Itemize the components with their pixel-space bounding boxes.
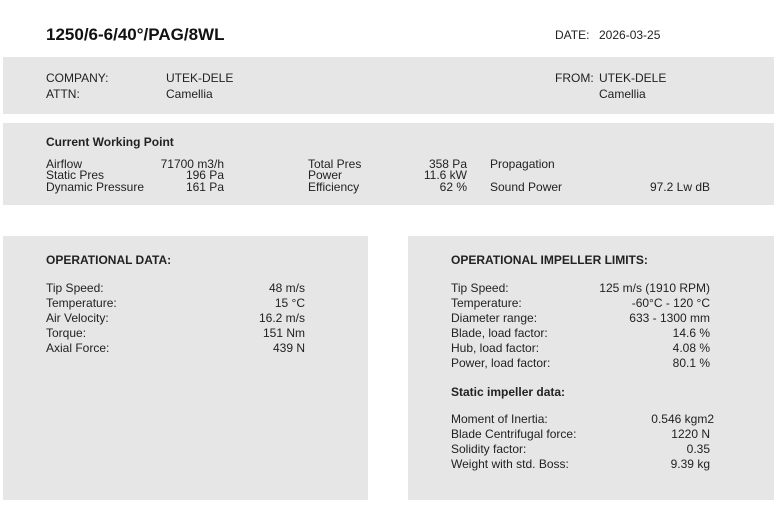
impeller-limits-row: [451, 281, 710, 296]
row-label: Diameter range:: [451, 311, 538, 325]
from-label: FROM:: [555, 71, 594, 85]
row-value: 16.2 m/s: [258, 311, 305, 325]
row-value: 80.1 %: [672, 356, 710, 370]
document-title: 1250/6-6/40°/PAG/8WL: [46, 25, 225, 44]
date-value: 2026-03-25: [599, 28, 661, 42]
row-value: 633 - 1300 mm: [629, 311, 710, 325]
row-label: Moment of Inertia:: [451, 412, 548, 426]
row-value: 14.6 %: [672, 326, 710, 340]
total-pres-label: Total Pres: [308, 157, 362, 171]
attn-label: ATTN:: [46, 87, 80, 101]
efficiency-value: 62 %: [439, 180, 467, 194]
attn-value: Camellia: [166, 87, 213, 101]
row-label: Air Velocity:: [46, 311, 109, 325]
row-value: 0.546 kgm2: [651, 412, 714, 426]
row-label: Solidity factor:: [451, 442, 527, 456]
sound-power-value: 97.2 Lw dB: [649, 180, 710, 194]
static-impeller-row: [451, 427, 714, 442]
row-label: Blade, load factor:: [451, 326, 548, 340]
static-impeller-row: [451, 457, 714, 472]
total-pres-value: 358 Pa: [428, 157, 467, 171]
row-value: -60°C - 120 °C: [631, 296, 710, 310]
row-value: 439 N: [272, 341, 305, 355]
operational-data-row: [46, 296, 305, 311]
sound-power-label: Sound Power: [490, 180, 563, 194]
row-value: 125 m/s (1910 RPM): [599, 281, 710, 295]
contact-band: [3, 57, 774, 114]
dynamic-pressure-value: 161 Pa: [185, 180, 224, 194]
airflow-label: Airflow: [46, 157, 83, 171]
static-pres-value: 196 Pa: [185, 168, 224, 182]
row-value: 0.35: [686, 442, 710, 456]
from-company: UTEK-DELE: [599, 71, 667, 85]
row-value: 151 Nm: [262, 326, 305, 340]
operational-data-panel: [3, 236, 368, 500]
operational-data-row: [46, 326, 305, 341]
company-value: UTEK-DELE: [166, 71, 234, 85]
static-impeller-title: Static impeller data:: [451, 385, 566, 399]
row-label: Temperature:: [46, 296, 117, 310]
row-label: Tip Speed:: [46, 281, 104, 295]
row-value: 1220 N: [671, 427, 710, 441]
impeller-limits-title: OPERATIONAL IMPELLER LIMITS:: [451, 253, 648, 267]
impeller-limits-row: [451, 326, 710, 341]
impeller-limits-row: [451, 341, 710, 356]
row-label: Hub, load factor:: [451, 341, 540, 355]
row-value: 4.08 %: [672, 341, 710, 355]
row-value: 48 m/s: [268, 281, 305, 295]
row-label: Axial Force:: [46, 341, 110, 355]
row-label: Weight with std. Boss:: [451, 457, 569, 471]
propagation-label: Propagation: [490, 157, 555, 171]
power-label: Power: [308, 168, 343, 182]
row-label: Temperature:: [451, 296, 522, 310]
impeller-limits-row: [451, 311, 710, 326]
static-pres-label: Static Pres: [46, 168, 105, 182]
operational-data-title: OPERATIONAL DATA:: [46, 253, 172, 267]
power-value: 11.6 kW: [423, 168, 467, 182]
row-label: Torque:: [46, 326, 87, 340]
impeller-limits-row: [451, 296, 710, 311]
operational-data-row: [46, 281, 305, 296]
from-name: Camellia: [599, 87, 646, 101]
row-label: Blade Centrifugal force:: [451, 427, 577, 441]
row-value: 9.39 kg: [670, 457, 710, 471]
impeller-limits-row: [451, 356, 710, 371]
dynamic-pressure-label: Dynamic Pressure: [46, 180, 145, 194]
row-label: Power, load factor:: [451, 356, 551, 370]
company-label: COMPANY:: [46, 71, 109, 85]
static-impeller-row: [451, 442, 714, 457]
row-label: Tip Speed:: [451, 281, 509, 295]
efficiency-label: Efficiency: [308, 180, 360, 194]
row-value: 15 °C: [274, 296, 305, 310]
static-impeller-row: [451, 412, 714, 427]
operational-data-row: [46, 311, 305, 326]
operational-data-row: [46, 341, 305, 356]
airflow-value: 71700 m3/h: [160, 157, 224, 171]
date-label: DATE:: [555, 28, 590, 42]
working-point-title: Current Working Point: [46, 135, 174, 149]
